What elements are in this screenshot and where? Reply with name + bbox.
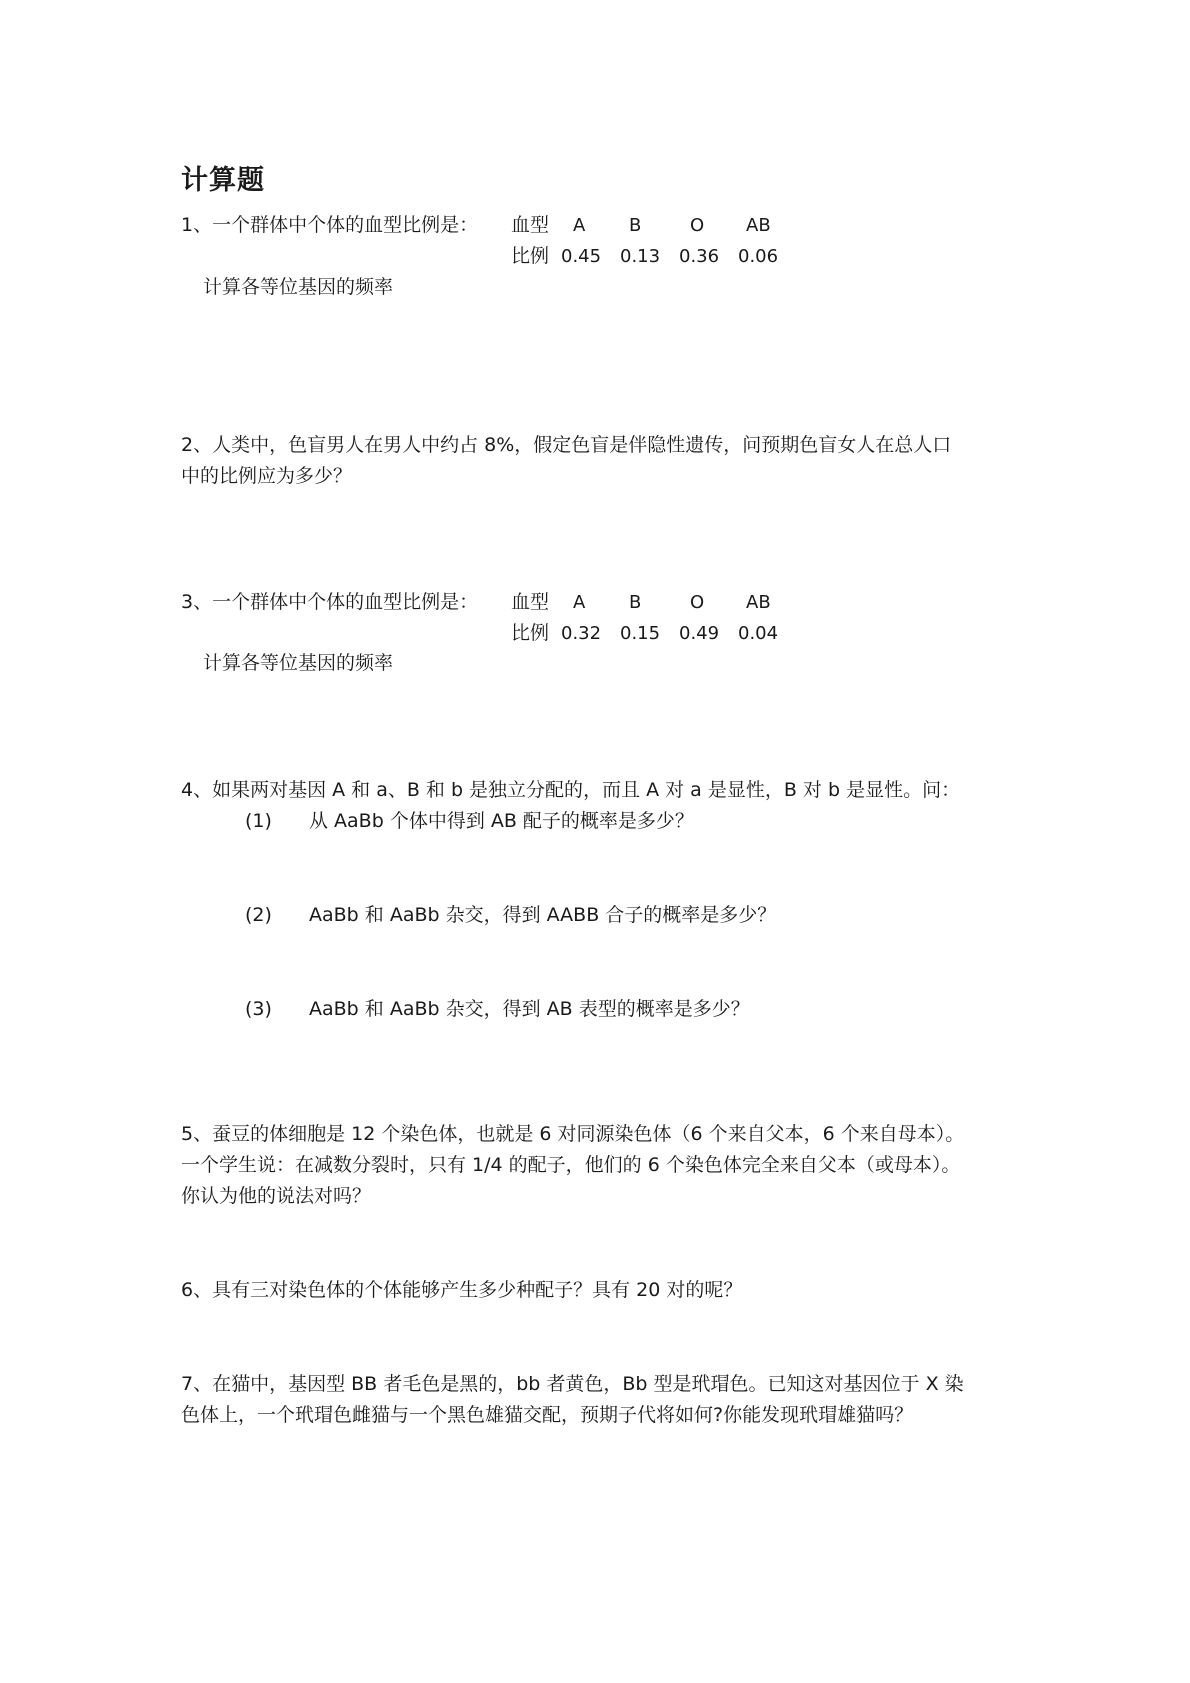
q3-type-o: O bbox=[690, 592, 705, 613]
q3-ratio-o: 0.49 bbox=[679, 623, 720, 644]
q3-ask: 计算各等位基因的频率 bbox=[203, 652, 394, 674]
page-title: 计算题 bbox=[181, 165, 265, 196]
q5-line3: 你认为他的说法对吗？ bbox=[181, 1185, 372, 1207]
q1-type-ab: AB bbox=[746, 215, 771, 236]
q3-type-label: 血型 bbox=[511, 591, 550, 613]
q1-type-label: 血型 bbox=[511, 214, 550, 236]
q1-type-o: O bbox=[690, 215, 705, 236]
q1-ratio-o: 0.36 bbox=[679, 246, 720, 267]
q7-line2: 色体上，一个玳瑁色雌猫与一个黑色雄猫交配，预期子代将如何?你能发现玳瑁雄猫吗？ bbox=[181, 1404, 914, 1426]
q3-ratio-b: 0.15 bbox=[620, 623, 661, 644]
q1-ratio-a: 0.45 bbox=[561, 246, 602, 267]
q2-line1: 2、人类中，色盲男人在男人中约占 8%，假定色盲是伴隐性遗传，问预期色盲女人在总人口 bbox=[181, 434, 952, 456]
q6-text: 6、具有三对染色体的个体能够产生多少种配子？具有 20 对的呢？ bbox=[181, 1279, 743, 1301]
q4-sub1-text: 从 AaBb 个体中得到 AB 配子的概率是多少？ bbox=[309, 810, 694, 832]
q4-sub3-num: (3) bbox=[245, 998, 272, 1020]
q1-ratio-ab: 0.06 bbox=[738, 246, 779, 267]
q3-type-ab: AB bbox=[746, 592, 771, 613]
q3-type-a: A bbox=[573, 592, 586, 613]
q4-sub2-text: AaBb 和 AaBb 杂交，得到 AABB 合子的概率是多少？ bbox=[309, 904, 777, 926]
q1-intro: 1、一个群体中个体的血型比例是： bbox=[181, 214, 479, 236]
q4-sub2-num: (2) bbox=[245, 904, 272, 926]
q3-ratio-ab: 0.04 bbox=[738, 623, 779, 644]
q1-ask: 计算各等位基因的频率 bbox=[203, 276, 394, 298]
q7-line1: 7、在猫中，基因型 BB 者毛色是黑的，bb 者黄色，Bb 型是玳瑁色。已知这对基因位于 X 染 bbox=[181, 1373, 964, 1395]
q2-line2: 中的比例应为多少？ bbox=[181, 465, 353, 487]
q1-type-a: A bbox=[573, 215, 586, 236]
q1-ratio-b: 0.13 bbox=[620, 246, 661, 267]
q3-ratio-label: 比例 bbox=[511, 622, 550, 644]
q1-ratio-label: 比例 bbox=[511, 245, 550, 267]
q4-sub3-text: AaBb 和 AaBb 杂交，得到 AB 表型的概率是多少？ bbox=[309, 998, 750, 1020]
q3-type-b: B bbox=[629, 592, 642, 613]
q3-ratio-a: 0.32 bbox=[561, 623, 602, 644]
q5-line2: 一个学生说：在减数分裂时，只有 1/4 的配子，他们的 6 个染色体完全来自父本（或母本）。 bbox=[181, 1154, 961, 1176]
q3-intro: 3、一个群体中个体的血型比例是： bbox=[181, 591, 479, 613]
q1-type-b: B bbox=[629, 215, 642, 236]
q4-intro: 4、如果两对基因 A 和 a、B 和 b 是独立分配的，而且 A 对 a 是显性，B 对 b 是显性。问： bbox=[181, 779, 961, 801]
q5-line1: 5、蚕豆的体细胞是 12 个染色体，也就是 6 对同源染色体（6 个来自父本，6 个来自母本）。 bbox=[181, 1123, 965, 1145]
q4-sub1-num: (1) bbox=[245, 810, 272, 832]
